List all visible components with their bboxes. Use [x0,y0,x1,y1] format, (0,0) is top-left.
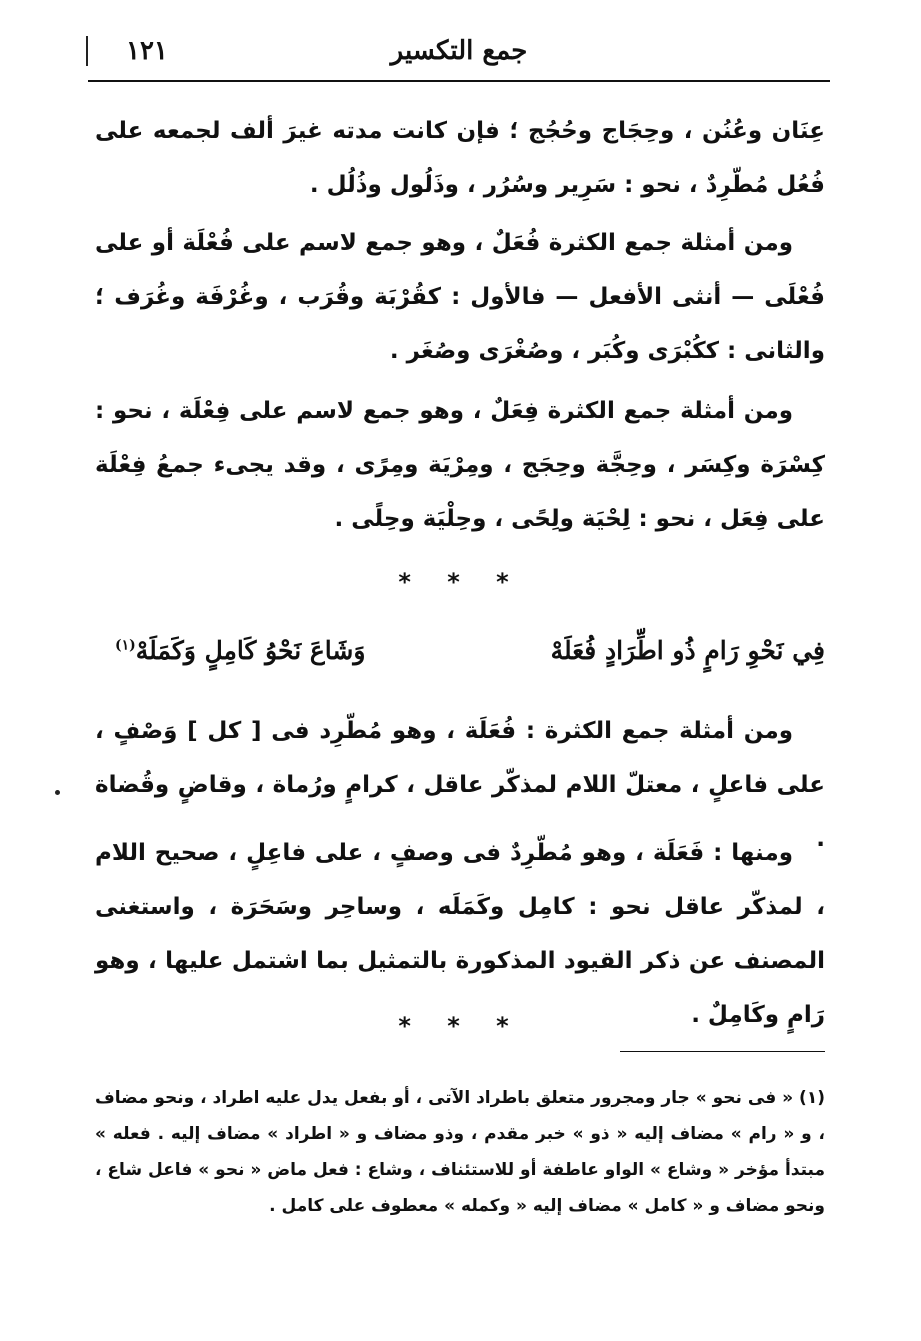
paragraph-1: عِنَان وعُنُن ، وحِجَاج وحُجُج ؛ فإن كانت مدته غيرَ ألف لجمعه على فُعُل مُطّرِدٌ ، نحو : سَرِير وسُرُر ، وذَلُول وذُلُل . [95,118,825,198]
footnote-text: (١) « فى نحو » جار ومجرور متعلق باطراد الآتى ، أو بفعل يدل عليه اطراد ، ونحو مضاف ، و « رام » مضاف إليه « ذو » خبر مقدم ، وذو مضاف و « اطراد » مضاف إليه . فعله » مبتدأ مؤخر « وشاع » الواو عاطفة أو للاستئناف ، وشاع : فعل ماض « نحو » فاعل شاع ، ونحو مضاف و « كامل » مضاف إليه « وكمله » معطوف على كامل . [95,1088,825,1216]
paragraph-2: ومن أمثلة جمع الكثرة فُعَلٌ ، وهو جمع لاسم على فُعْلَة أو على فُعْلَى — أنثى الأفعل — فالأول : كقُرْبَة وقُرَب ، وغُرْفَة وغُرَف ؛ والثانى : ككُبْرَى وكُبَر ، وصُغْرَى وصُغَر . [95,230,825,364]
margin-dot [55,790,60,795]
section-separator: * * * [398,1012,523,1040]
paragraph-4: ومن أمثلة جمع الكثرة : فُعَلَة ، وهو مُطّرِد فى [ كل ] وَصْفٍ ، على فاعلٍ ، معتلّ اللام لمذكّر عاقل ، كرامٍ ورُماة ، وقاضٍ وقُضاة . [95,718,825,852]
verse-first-hemistich [551,636,825,665]
paragraph-3: ومن أمثلة جمع الكثرة فِعَلٌ ، وهو جمع لاسم على فِعْلَة ، نحو : كِسْرَة وكِسَر ، وحِجَّة وحِجَج ، ومِرْيَة ومِرًى ، وقد يجىء جمعُ فِعْلَة على فِعَل ، نحو : لِحْيَة ولِحًى ، وحِلْيَة وحِلًى . [95,398,825,532]
footnote-rule [620,1051,825,1052]
paragraph-5: ومنها : فَعَلَة ، وهو مُطّرِدٌ فى وصفٍ ، على فاعِلٍ ، صحيح اللام ، لمذكّر عاقل نحو : كامِل وكَمَلَه ، وساحِر وسَحَرَة ، واستغنى المصنف عن ذكر القيود المذكورة بالتمثيل بما اشتمل عليها ، وهو رَامٍ وكَامِلٌ . [95,840,825,1028]
footnote-marker: (١) [115,637,136,654]
page-number: ١٢١ [126,36,168,66]
verse-second-hemistich-text: وَشَاعَ نَحْوُ كَامِلٍ وَكَمَلَهْ [135,636,366,665]
verse-second-hemistich [115,636,365,665]
section-separator: * * * [398,568,523,596]
running-title: جمع التكسير [390,36,528,66]
page-header [88,28,830,82]
verse-first-hemistich-text: فِي نَحْوِ رَامٍ ذُو اطِّرَادٍ فُعَلَهْ [550,636,825,665]
verse-line [95,628,825,678]
